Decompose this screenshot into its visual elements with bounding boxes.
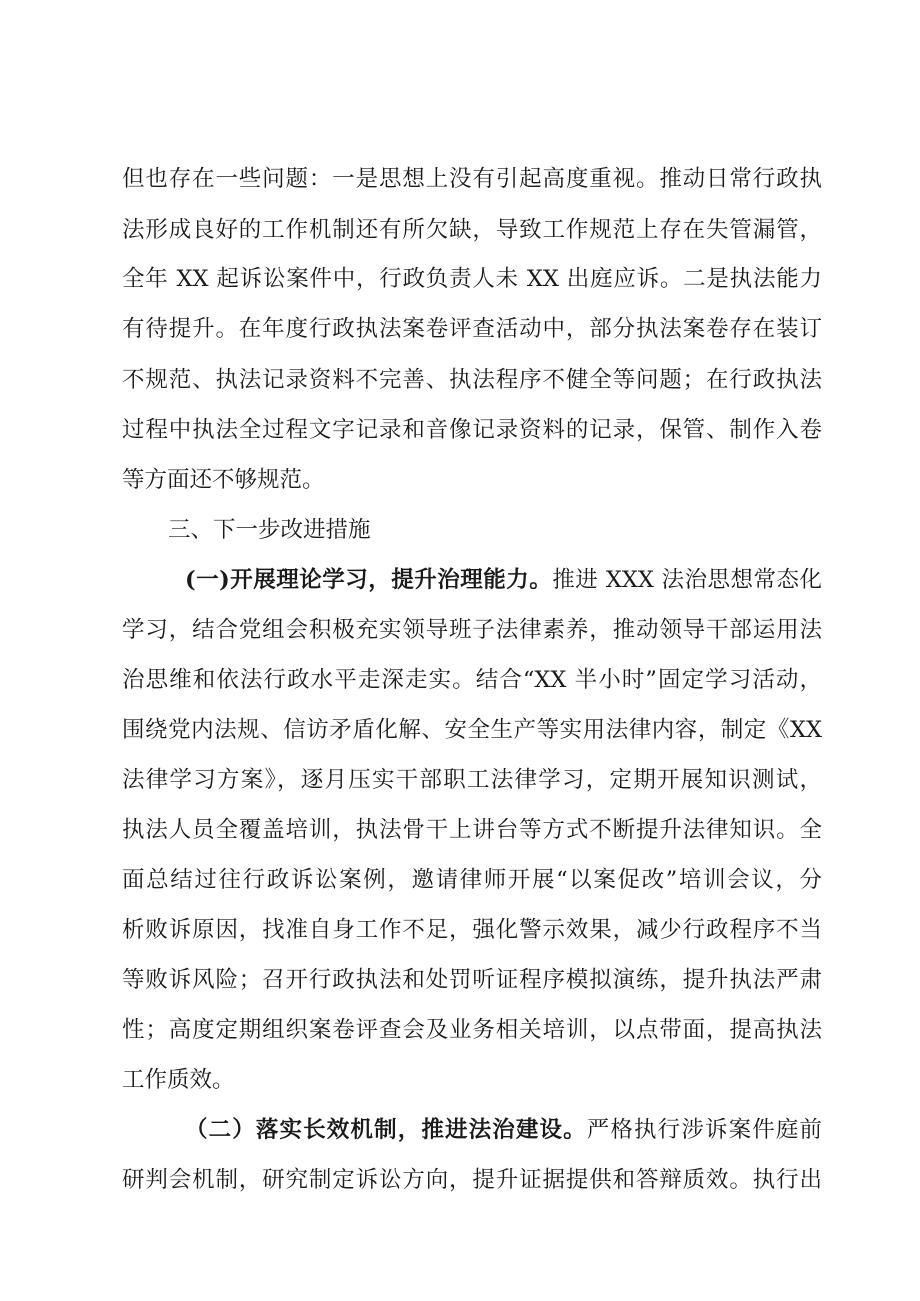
text-line: 不规范、执法记录资料不完善、执法程序不健全等问题；在行政执法	[122, 367, 822, 393]
text-line: 治思维和依法行政水平走深走实。结合“XX 半小时”固定学习活动，	[122, 667, 822, 693]
text-line: 工作质效。	[122, 1067, 235, 1093]
item-lead-rest: 推进 XXX 法治思想常态化	[552, 567, 823, 593]
section-heading: 三、下一步改进措施	[168, 517, 371, 543]
text-line: 析败诉原因，找准自身工作不足，强化警示效果，减少行政程序不当	[122, 917, 822, 943]
text-line: 围绕党内法规、信访矛盾化解、安全生产等实用法律内容，制定《XX	[122, 717, 822, 743]
item-lead: (一)开展理论学习，提升治理能力。	[185, 567, 553, 593]
item-first-line	[185, 565, 822, 595]
item-lead-rest: 严格执行涉诉案件庭前	[586, 1117, 822, 1143]
item-first-line	[185, 1115, 822, 1145]
text-line: 学习，结合党组会积极充实领导班子法律素养，推动领导干部运用法	[122, 617, 822, 643]
item-lead: （二）落实长效机制，推进法治建设。	[185, 1117, 587, 1143]
text-line: 但也存在一些问题：一是思想上没有引起高度重视。推动日常行政执	[122, 166, 822, 192]
text-line: 有待提升。在年度行政执法案卷评查活动中，部分执法案卷存在装订	[122, 316, 822, 342]
text-line: 法律学习方案》，逐月压实干部职工法律学习，定期开展知识测试，	[122, 767, 822, 793]
text-line: 全年 XX 起诉讼案件中，行政负责人未 XX 出庭应诉。二是执法能力	[122, 266, 822, 292]
text-line: 执法人员全覆盖培训，执法骨干上讲台等方式不断提升法律知识。全	[122, 817, 822, 843]
text-line: 面总结过往行政诉讼案例，邀请律师开展“以案促改”培训会议，分	[122, 867, 822, 893]
text-line: 等方面还不够规范。	[122, 467, 325, 493]
text-line: 过程中执法全过程文字记录和音像记录资料的记录，保管、制作入卷	[122, 417, 822, 443]
text-line: 研判会机制，研究制定诉讼方向，提升证据提供和答辩质效。执行出	[122, 1167, 822, 1193]
text-line: 法形成良好的工作机制还有所欠缺，导致工作规范上存在失管漏管，	[122, 217, 822, 243]
text-line: 等败诉风险；召开行政执法和处罚听证程序模拟演练，提升执法严肃	[122, 967, 822, 993]
text-line: 性；高度定期组织案卷评查会及业务相关培训，以点带面，提高执法	[122, 1017, 822, 1043]
